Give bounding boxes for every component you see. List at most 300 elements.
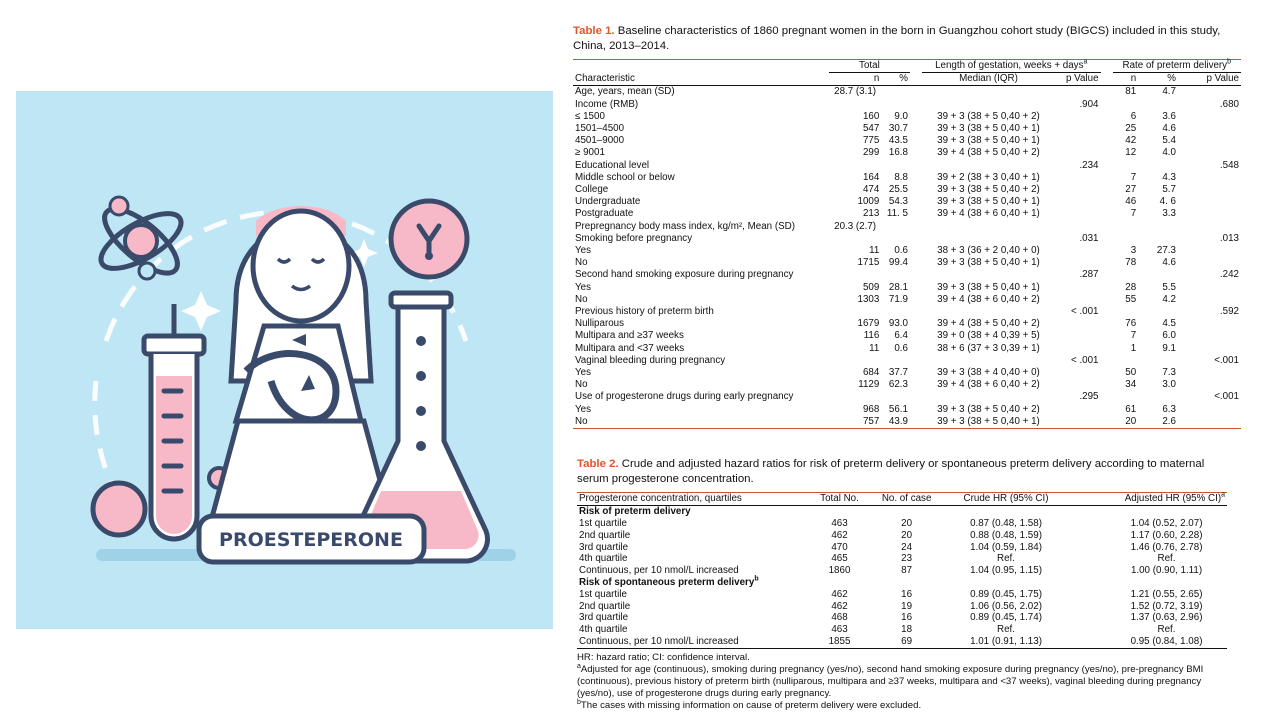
table-row: [577, 636, 1227, 648]
table-cell: [1055, 196, 1101, 208]
table1-label: Table 1.: [573, 25, 615, 37]
spacer: [910, 184, 922, 196]
table-cell: 757: [862, 415, 880, 427]
spacer: [1101, 245, 1113, 257]
table-cell: .031: [1079, 232, 1099, 244]
table-cell: [1113, 355, 1139, 367]
table-cell: 3.0: [1162, 379, 1176, 391]
group-total: Total: [829, 60, 910, 73]
table-cell: [1178, 86, 1241, 99]
table-cell: [1178, 172, 1241, 184]
table1-header-cell: p Value: [1055, 73, 1101, 86]
footnote: $^b$The cases with missing information on cause of preterm delivery were excluded.: [577, 698, 922, 712]
table-cell: .013: [1219, 232, 1239, 244]
table-row: [577, 553, 1227, 565]
table-cell: 39 + 3 (38 + 5 0,40 + 2): [937, 403, 1040, 415]
table-cell: 1: [1130, 342, 1137, 354]
table-cell: 39 + 3 (38 + 4 0,40 + 0): [937, 367, 1040, 379]
table-cell: [1178, 245, 1241, 257]
table-cell: [1055, 367, 1101, 379]
table-cell: 6.0: [1162, 330, 1176, 342]
spacer: [1101, 184, 1113, 196]
table-cell: 28.1: [888, 281, 908, 293]
table-cell: 39 + 3 (38 + 5 0,40 + 1): [937, 123, 1040, 135]
spacer: [910, 294, 922, 306]
table-cell: 50: [1125, 367, 1137, 379]
table-cell: Ref.: [997, 624, 1015, 636]
table2-grid: [577, 492, 1227, 649]
spacer: [910, 355, 922, 367]
table-cell: 463: [831, 518, 848, 529]
table-cell: 3.3: [1162, 208, 1176, 220]
table-cell: 7.3: [1162, 367, 1176, 379]
table-cell: [1113, 221, 1139, 233]
spacer: [1101, 208, 1113, 220]
spacer: [1101, 221, 1113, 233]
table-cell: [1055, 318, 1101, 330]
table-cell: 39 + 4 (38 + 6 0,40 + 2): [937, 293, 1040, 305]
table-cell: [922, 160, 1055, 172]
table-cell: 1.17 (0.60, 2.28): [1130, 529, 1203, 541]
illustration-svg: [16, 91, 553, 629]
table-cell: Multipara and <37 weeks: [575, 342, 685, 354]
table-row: [577, 624, 1227, 636]
table2-notes: [577, 652, 1227, 712]
footnote: $^a$Adjusted for age (continuous), smoking during pregnancy (yes/no), second hand smoking exposure during pregnancy (yes/no), pre-pregnancy BMI (continuous), previous history of preterm birth (nulliparous, multipara and ≥37 weeks, multipara and <37 weeks), vaginal bleeding during pregnancy (yes/no), use of progesterone drugs during early pregnancy.: [577, 663, 1204, 699]
table-cell: [922, 391, 1055, 403]
table-cell: .242: [1219, 269, 1239, 281]
table-cell: Age, years, mean (SD): [575, 86, 675, 98]
spacer: [1101, 416, 1113, 429]
spacer: [910, 257, 922, 269]
table-cell: [922, 269, 1055, 281]
table-row: [573, 196, 1241, 208]
table-cell: 4th quartile: [579, 553, 628, 565]
table-cell: [1055, 111, 1101, 123]
table-cell: Ref.: [997, 553, 1015, 565]
spacer: [910, 123, 922, 135]
table-cell: .234: [1079, 159, 1099, 171]
table-cell: 19: [901, 600, 913, 612]
table-cell: 547: [862, 123, 880, 135]
table-cell: 37.7: [888, 367, 908, 379]
table-cell: 465: [831, 553, 848, 565]
table-cell: [1138, 391, 1178, 403]
table-cell: 1129: [858, 379, 880, 391]
table-cell: 1.52 (0.72, 3.19): [1130, 600, 1203, 612]
illustration: [16, 91, 553, 629]
table-cell: 3rd quartile: [579, 612, 629, 624]
table-cell: 99.4: [888, 257, 908, 269]
table-cell: [1178, 343, 1241, 355]
table-cell: 463: [831, 624, 848, 636]
table-cell: [881, 160, 910, 172]
table-cell: 1.21 (0.55, 2.65): [1130, 588, 1203, 600]
table-cell: 1.46 (0.76, 2.78): [1130, 541, 1203, 553]
table-row: [573, 355, 1241, 367]
section-row: [577, 506, 1227, 518]
table-row: [573, 221, 1241, 233]
table-cell: 43.5: [888, 135, 908, 147]
table-row: [577, 530, 1227, 542]
table-cell: 0.95 (0.84, 1.08): [1130, 635, 1203, 647]
table-cell: 3: [1130, 245, 1137, 257]
table-cell: 1855: [828, 635, 851, 647]
table-row: [573, 135, 1241, 147]
table-cell: 16.8: [888, 147, 908, 159]
table-cell: [1178, 367, 1241, 379]
table-cell: 1.37 (0.63, 2.96): [1130, 612, 1203, 624]
table-cell: [881, 86, 910, 99]
table-cell: [1178, 184, 1241, 196]
table-cell: 2nd quartile: [579, 600, 631, 612]
table-cell: 1.06 (0.56, 2.02): [970, 600, 1042, 612]
table-cell: Ref.: [1157, 553, 1176, 565]
table-cell: 4.6: [1162, 257, 1176, 269]
table2-caption-text: Crude and adjusted hazard ratios for risk of preterm delivery or spontaneous preterm delivery according to maternal serum progesterone concentration.: [577, 458, 1205, 485]
table-cell: [881, 99, 910, 111]
table-cell: [1055, 221, 1101, 233]
table-cell: 39 + 3 (38 + 5 0,40 + 2): [937, 110, 1040, 122]
table-cell: 87: [901, 565, 913, 577]
illustration-label: PROESTEPERONE: [219, 529, 403, 551]
spacer: [910, 404, 922, 416]
table-cell: 20: [901, 529, 913, 541]
table-cell: 4.7: [1162, 86, 1176, 98]
spacer: [1101, 123, 1113, 135]
table1-header-cell: n: [1113, 73, 1139, 86]
test-tube-icon: [144, 304, 204, 539]
table-cell: Educational level: [575, 159, 650, 171]
spacer: [910, 196, 922, 208]
table-cell: 0.6: [894, 342, 908, 354]
table-cell: [1178, 221, 1241, 233]
table-cell: < .001: [1071, 306, 1099, 318]
table-cell: 4.2: [1162, 293, 1176, 305]
table-cell: Multipara and ≥37 weeks: [575, 330, 684, 342]
table-cell: 4.0: [1162, 147, 1176, 159]
table-cell: 470: [831, 541, 848, 553]
table-cell: 27.3: [1156, 245, 1176, 257]
table-cell: [1178, 294, 1241, 306]
table-cell: [1113, 391, 1139, 403]
table-cell: 78: [1125, 257, 1137, 269]
table-cell: 62.3: [888, 379, 908, 391]
table1-header-cell: n: [829, 73, 881, 86]
table-cell: Continuous, per 10 nmol/L increased: [579, 565, 739, 577]
table-cell: 4501–9000: [575, 135, 625, 147]
table-cell: .592: [1219, 306, 1239, 318]
table-cell: [1178, 282, 1241, 294]
table-cell: 11. 5: [886, 208, 908, 220]
table-cell: 4.5: [1162, 318, 1176, 330]
table-cell: [1178, 111, 1241, 123]
table-cell: [1113, 306, 1139, 318]
table-cell: 3.6: [1162, 110, 1176, 122]
footnote: HR: hazard ratio; CI: confidence interval.: [577, 651, 750, 663]
table-row: [573, 245, 1241, 257]
table-cell: 1.01 (0.91, 1.13): [970, 635, 1042, 647]
spacer: [910, 160, 922, 172]
table-cell: 20: [901, 518, 913, 529]
spacer: [1101, 196, 1113, 208]
table-cell: [829, 355, 881, 367]
table-cell: 968: [862, 403, 880, 415]
spacer: [1101, 73, 1113, 86]
table-cell: [881, 233, 910, 245]
table-cell: 775: [862, 135, 880, 147]
spacer: [910, 135, 922, 147]
table-cell: 1501–4500: [575, 123, 625, 135]
table-row: [573, 367, 1241, 379]
table-cell: [922, 86, 1055, 99]
table-cell: [1138, 355, 1178, 367]
table-cell: [1055, 294, 1101, 306]
table-cell: [1178, 208, 1241, 220]
group-rate: Rate of preterm delivery$^b$: [1113, 60, 1241, 73]
section-row: [577, 577, 1227, 589]
table-cell: [1055, 416, 1101, 429]
table-cell: 164: [862, 171, 880, 183]
table-cell: Yes: [575, 403, 591, 415]
table-cell: .287: [1079, 269, 1099, 281]
table-cell: Continuous, per 10 nmol/L increased: [579, 635, 739, 647]
table-cell: 1st quartile: [579, 518, 627, 529]
table-cell: 93.0: [888, 318, 908, 330]
table-cell: [1055, 245, 1101, 257]
table-cell: 1.04 (0.95, 1.15): [970, 565, 1042, 577]
table-cell: 61: [1125, 403, 1137, 415]
spacer: [1101, 391, 1113, 403]
table-cell: 39 + 4 (38 + 5 0,40 + 2): [937, 147, 1040, 159]
table-cell: [922, 221, 1055, 233]
table-cell: 28.7 (3.1): [834, 86, 877, 98]
table-cell: 5.7: [1162, 184, 1176, 196]
table-cell: 55: [1125, 293, 1137, 305]
table-cell: [1138, 160, 1178, 172]
table-row: [577, 518, 1227, 530]
table-cell: [1055, 123, 1101, 135]
table-cell: [829, 391, 881, 403]
table-cell: Income (RMB): [575, 98, 639, 110]
spacer: [910, 221, 922, 233]
table-cell: No: [575, 257, 588, 269]
table-cell: [1138, 269, 1178, 281]
table-row: [573, 233, 1241, 245]
table2-header-cell: No. of case: [869, 493, 944, 506]
table2-header-cell: Total No.: [810, 493, 870, 506]
table-cell: [922, 233, 1055, 245]
table2-header-cell: Progesterone concentration, quartiles: [577, 493, 810, 506]
table-cell: 39 + 0 (38 + 4 0,39 + 5): [937, 330, 1040, 342]
table-cell: 462: [831, 600, 848, 612]
table-row: [573, 147, 1241, 159]
table-row: [573, 269, 1241, 281]
spacer: [910, 391, 922, 403]
spacer: [1101, 99, 1113, 111]
table-cell: [881, 355, 910, 367]
spacer: [910, 379, 922, 391]
table-cell: Previous history of preterm birth: [575, 306, 714, 318]
table-cell: [1178, 379, 1241, 391]
table-row: [573, 99, 1241, 111]
table-cell: [829, 306, 881, 318]
table-cell: 39 + 3 (38 + 5 0,40 + 2): [937, 184, 1040, 196]
table-cell: 0.89 (0.45, 1.74): [970, 612, 1042, 624]
table1-header-cell: %: [1138, 73, 1178, 86]
table-cell: [1055, 257, 1101, 269]
table-cell: [1178, 416, 1241, 429]
table-cell: Use of progesterone drugs during early pregnancy: [575, 391, 794, 403]
section-title: Risk of preterm delivery: [579, 506, 691, 518]
table-row: [573, 208, 1241, 220]
table-cell: 20.3 (2.7): [834, 220, 877, 232]
spacer: [910, 306, 922, 318]
table-row: [573, 282, 1241, 294]
table-cell: 9.0: [894, 110, 908, 122]
spacer: [1101, 306, 1113, 318]
table-cell: Ref.: [1157, 624, 1176, 636]
table-cell: 1679: [857, 318, 880, 330]
table-cell: 6.3: [1162, 403, 1176, 415]
table-row: [573, 343, 1241, 355]
table-row: [573, 416, 1241, 429]
table-cell: 12: [1125, 147, 1137, 159]
table-cell: 1303: [857, 293, 880, 305]
table-cell: [1055, 86, 1101, 99]
spacer: [1101, 318, 1113, 330]
table-cell: 69: [901, 635, 913, 647]
table-cell: [881, 269, 910, 281]
table-cell: 54.3: [888, 196, 908, 208]
table-cell: 7: [1130, 330, 1137, 342]
spacer: [910, 245, 922, 257]
table-row: [573, 123, 1241, 135]
table-cell: <.001: [1214, 354, 1239, 366]
table-cell: 9.1: [1162, 342, 1176, 354]
table-cell: 39 + 4 (38 + 6 0,40 + 1): [937, 208, 1040, 220]
table-cell: Smoking before pregnancy: [575, 232, 693, 244]
table-cell: [1055, 208, 1101, 220]
table-cell: 81: [1125, 86, 1137, 98]
table-cell: 25: [1125, 123, 1137, 135]
table-row: [573, 404, 1241, 416]
table-row: [573, 294, 1241, 306]
table-cell: [829, 99, 881, 111]
section-title: Risk of spontaneous preterm delivery$^b$: [579, 575, 759, 588]
table-row: [577, 589, 1227, 601]
table-cell: 1009: [857, 196, 880, 208]
table-cell: No: [575, 293, 588, 305]
table-cell: 684: [862, 367, 880, 379]
spacer: [1101, 147, 1113, 159]
table-cell: 5.5: [1162, 281, 1176, 293]
table-cell: 1.04 (0.52, 2.07): [1130, 518, 1203, 529]
table-row: [573, 111, 1241, 123]
table-cell: 7: [1130, 208, 1137, 220]
table-cell: 39 + 4 (38 + 6 0,40 + 2): [937, 379, 1040, 391]
table-cell: [1138, 306, 1178, 318]
table-cell: < .001: [1071, 354, 1099, 366]
table-cell: [1055, 172, 1101, 184]
table-cell: [1178, 330, 1241, 342]
table-cell: [922, 99, 1055, 111]
spacer: [910, 86, 922, 99]
table-row: [577, 542, 1227, 554]
spacer: [910, 147, 922, 159]
spacer: [1101, 172, 1113, 184]
table-cell: 30.7: [888, 123, 908, 135]
table-cell: [1055, 184, 1101, 196]
table-cell: [1113, 99, 1139, 111]
table2-header-cell: Adjusted HR (95% CI)$^a$: [1068, 493, 1227, 506]
table-cell: 4. 6: [1159, 196, 1176, 208]
table-cell: 25.5: [888, 184, 908, 196]
table-cell: 1715: [857, 257, 880, 269]
table-cell: 0.89 (0.45, 1.75): [970, 588, 1042, 600]
table-cell: [1138, 221, 1178, 233]
table-cell: [1055, 404, 1101, 416]
spacer: [1101, 257, 1113, 269]
table-cell: Undergraduate: [575, 196, 641, 208]
table1-header-cell: %: [881, 73, 910, 86]
table-cell: 56.1: [888, 403, 908, 415]
table-cell: 28: [1125, 281, 1137, 293]
table-cell: 462: [831, 529, 848, 541]
spacer: [910, 343, 922, 355]
table-cell: Yes: [575, 281, 591, 293]
table-cell: 39 + 3 (38 + 5 0,40 + 1): [937, 135, 1040, 147]
table-cell: 39 + 3 (38 + 5 0,40 + 1): [937, 281, 1040, 293]
table-cell: Second hand smoking exposure during pregnancy: [575, 269, 794, 281]
table-row: [573, 379, 1241, 391]
table-cell: .680: [1219, 98, 1239, 110]
table-cell: ≤ 1500: [575, 110, 605, 122]
spacer: [910, 269, 922, 281]
table-cell: 38 + 3 (36 + 2 0,40 + 0): [937, 245, 1040, 257]
table2-label: Table 2.: [577, 458, 619, 470]
table1-header-cell: p Value: [1178, 73, 1241, 86]
table-cell: [829, 233, 881, 245]
table-cell: 6: [1130, 110, 1137, 122]
spacer: [1101, 135, 1113, 147]
table-cell: 42: [1125, 135, 1137, 147]
table-cell: 39 + 2 (38 + 3 0,40 + 1): [937, 171, 1040, 183]
table1: [573, 24, 1241, 429]
table-row: [577, 565, 1227, 577]
table-cell: 46: [1125, 196, 1137, 208]
table-row: [577, 601, 1227, 613]
spacer: [910, 99, 922, 111]
table-cell: 213: [862, 208, 880, 220]
molecule-badge-icon: [391, 201, 467, 277]
spacer: [910, 172, 922, 184]
table-cell: 39 + 3 (38 + 5 0,40 + 1): [937, 196, 1040, 208]
spacer: [1101, 343, 1113, 355]
table-cell: <.001: [1214, 391, 1239, 403]
table-cell: 20: [1125, 415, 1137, 427]
table-cell: Yes: [575, 245, 591, 257]
table-cell: [829, 269, 881, 281]
table-cell: [1178, 196, 1241, 208]
table-cell: [1055, 330, 1101, 342]
table-cell: 23: [901, 553, 913, 565]
table-row: [573, 330, 1241, 342]
table-cell: No: [575, 379, 588, 391]
table-cell: Yes: [575, 367, 591, 379]
table-cell: [1113, 160, 1139, 172]
table-cell: 8.8: [894, 171, 908, 183]
